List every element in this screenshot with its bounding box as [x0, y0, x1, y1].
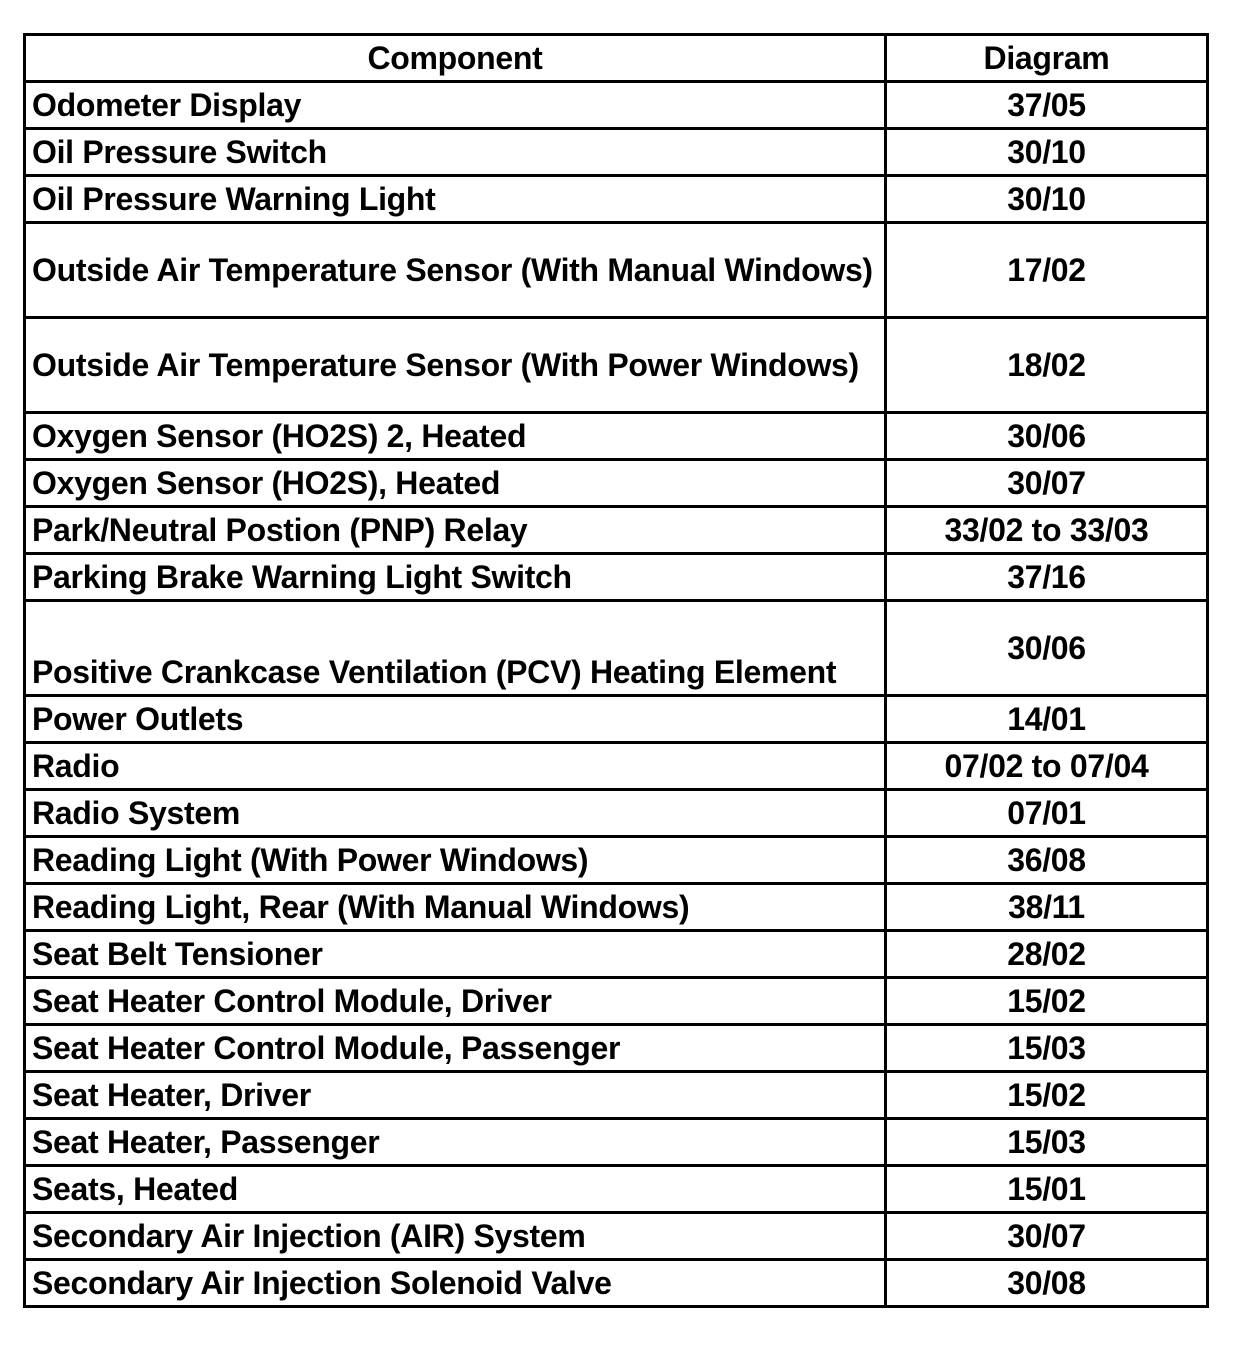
diagram-cell: 37/16: [886, 554, 1208, 601]
table-row: [25, 790, 1208, 837]
diagram-cell: 37/05: [886, 82, 1208, 129]
table-row: [25, 601, 1208, 696]
diagram-cell: 18/02: [886, 318, 1208, 413]
diagram-cell: 30/06: [886, 601, 1208, 696]
component-cell: Seat Heater Control Module, Driver: [25, 978, 886, 1025]
column-header-diagram: Diagram: [886, 35, 1208, 82]
table-row: [25, 1072, 1208, 1119]
table-row: [25, 1166, 1208, 1213]
component-cell: Oxygen Sensor (HO2S) 2, Heated: [25, 413, 886, 460]
component-cell: Seat Heater Control Module, Passenger: [25, 1025, 886, 1072]
component-index-table-wrapper: [23, 33, 1206, 1308]
table-row: [25, 1260, 1208, 1307]
component-cell: Power Outlets: [25, 696, 886, 743]
table-row: [25, 318, 1208, 413]
table-row: [25, 176, 1208, 223]
component-cell: Oxygen Sensor (HO2S), Heated: [25, 460, 886, 507]
component-cell: Oil Pressure Switch: [25, 129, 886, 176]
table-row: [25, 413, 1208, 460]
component-cell: Reading Light (With Power Windows): [25, 837, 886, 884]
diagram-cell: 30/08: [886, 1260, 1208, 1307]
table-row: [25, 696, 1208, 743]
component-cell: Outside Air Temperature Sensor (With Power Windows): [25, 318, 886, 413]
diagram-cell: 15/03: [886, 1119, 1208, 1166]
diagram-cell: 30/07: [886, 1213, 1208, 1260]
table-row: [25, 884, 1208, 931]
component-cell: Positive Crankcase Ventilation (PCV) Heating Element: [25, 601, 886, 696]
diagram-cell: 30/10: [886, 129, 1208, 176]
component-index-table: [23, 33, 1209, 1308]
component-cell: Park/Neutral Postion (PNP) Relay: [25, 507, 886, 554]
component-cell: Outside Air Temperature Sensor (With Manual Windows): [25, 223, 886, 318]
table-row: [25, 1119, 1208, 1166]
diagram-cell: 15/03: [886, 1025, 1208, 1072]
diagram-cell: 30/10: [886, 176, 1208, 223]
table-row: [25, 743, 1208, 790]
component-cell: Radio: [25, 743, 886, 790]
component-cell: Radio System: [25, 790, 886, 837]
table-row: [25, 554, 1208, 601]
diagram-cell: 07/01: [886, 790, 1208, 837]
table-row: [25, 507, 1208, 554]
diagram-cell: 30/07: [886, 460, 1208, 507]
diagram-cell: 07/02 to 07/04: [886, 743, 1208, 790]
diagram-cell: 28/02: [886, 931, 1208, 978]
table-row: [25, 1213, 1208, 1260]
table-row: [25, 978, 1208, 1025]
component-cell: Secondary Air Injection (AIR) System: [25, 1213, 886, 1260]
component-cell: Secondary Air Injection Solenoid Valve: [25, 1260, 886, 1307]
diagram-cell: 15/02: [886, 978, 1208, 1025]
component-cell: Seat Belt Tensioner: [25, 931, 886, 978]
table-row: [25, 1025, 1208, 1072]
component-cell: Oil Pressure Warning Light: [25, 176, 886, 223]
diagram-cell: 30/06: [886, 413, 1208, 460]
component-cell: Seat Heater, Passenger: [25, 1119, 886, 1166]
table-row: [25, 82, 1208, 129]
diagram-cell: 14/01: [886, 696, 1208, 743]
component-cell: Reading Light, Rear (With Manual Windows): [25, 884, 886, 931]
header-row: [25, 35, 1208, 82]
diagram-cell: 15/01: [886, 1166, 1208, 1213]
component-cell: Seats, Heated: [25, 1166, 886, 1213]
component-cell: Odometer Display: [25, 82, 886, 129]
table-row: [25, 931, 1208, 978]
table-row: [25, 837, 1208, 884]
diagram-cell: 36/08: [886, 837, 1208, 884]
diagram-cell: 17/02: [886, 223, 1208, 318]
column-header-component: Component: [25, 35, 886, 82]
table-row: [25, 460, 1208, 507]
table-row: [25, 223, 1208, 318]
diagram-cell: 15/02: [886, 1072, 1208, 1119]
component-cell: Parking Brake Warning Light Switch: [25, 554, 886, 601]
component-cell: Seat Heater, Driver: [25, 1072, 886, 1119]
table-row: [25, 129, 1208, 176]
diagram-cell: 38/11: [886, 884, 1208, 931]
diagram-cell: 33/02 to 33/03: [886, 507, 1208, 554]
